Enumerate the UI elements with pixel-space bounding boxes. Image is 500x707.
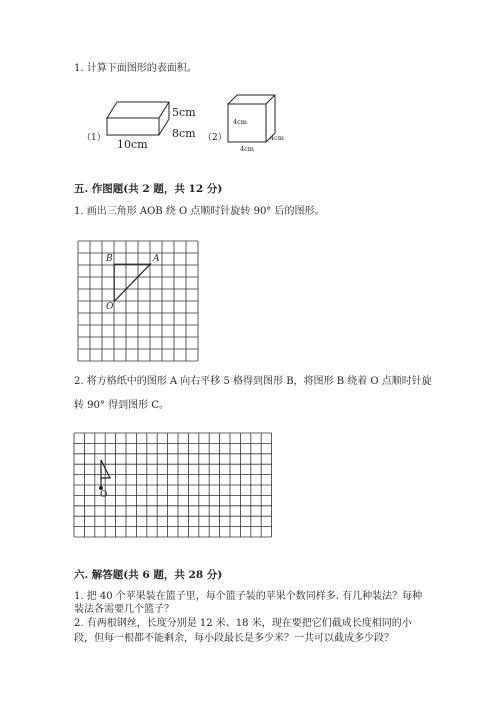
section-6-question-2-line-1: 2. 有两根钢丝，长度分别是 12 米、18 米，现在要把它们截成长度相同的小 xyxy=(74,618,412,629)
question-1-text: 1. 计算下面图形的表面积。 xyxy=(74,63,197,74)
section-5-question-2-line-2: 转 90° 得到图形 C。 xyxy=(74,400,169,411)
section-6-question-1-line-1: 1. 把 40 个苹果装在篮子里，每个篮子装的苹果个数同样多. 有几种装法？每种 xyxy=(74,591,423,602)
section-6-question-2-line-2: 段，但每一根都不能剩余，每小段最长是多少米？一共可以截成多少段？ xyxy=(74,633,394,644)
point-o-label: O xyxy=(106,302,114,312)
cube-edge-bottom-label: 4cm xyxy=(240,145,254,153)
section-5-heading: 五. 作图题(共 2 题，共 12 分) xyxy=(74,183,223,195)
section-5-question-1: 1. 画出三角形 AOB 绕 O 点顺时针旋转 90° 后的图形。 xyxy=(74,206,325,217)
cube-edge-side-label: 4cm xyxy=(270,134,284,142)
section-5-question-2-line-1: 2. 将方格纸中的图形 A 向右平移 5 格得到图形 B，将图形 B 绕着 O 点顺时针旋 xyxy=(74,376,432,387)
cuboid-length-label: 10cm xyxy=(117,138,148,151)
point-a-label: A xyxy=(153,254,160,264)
cuboid-height-label: 5cm xyxy=(172,106,196,119)
figure-1-number: （1） xyxy=(82,133,106,143)
section-6-heading: 六. 解答题(共 6 题，共 28 分) xyxy=(74,569,223,581)
cube-edge-front-label: 4cm xyxy=(233,118,247,126)
section-6-question-1-line-2: 装法各需要几个篮子？ xyxy=(74,604,174,615)
cuboid-width-label: 8cm xyxy=(172,127,196,140)
point-b-label: B xyxy=(106,254,113,264)
point-o-label-2: O xyxy=(100,490,108,500)
figure-2-number: （2） xyxy=(203,133,227,143)
